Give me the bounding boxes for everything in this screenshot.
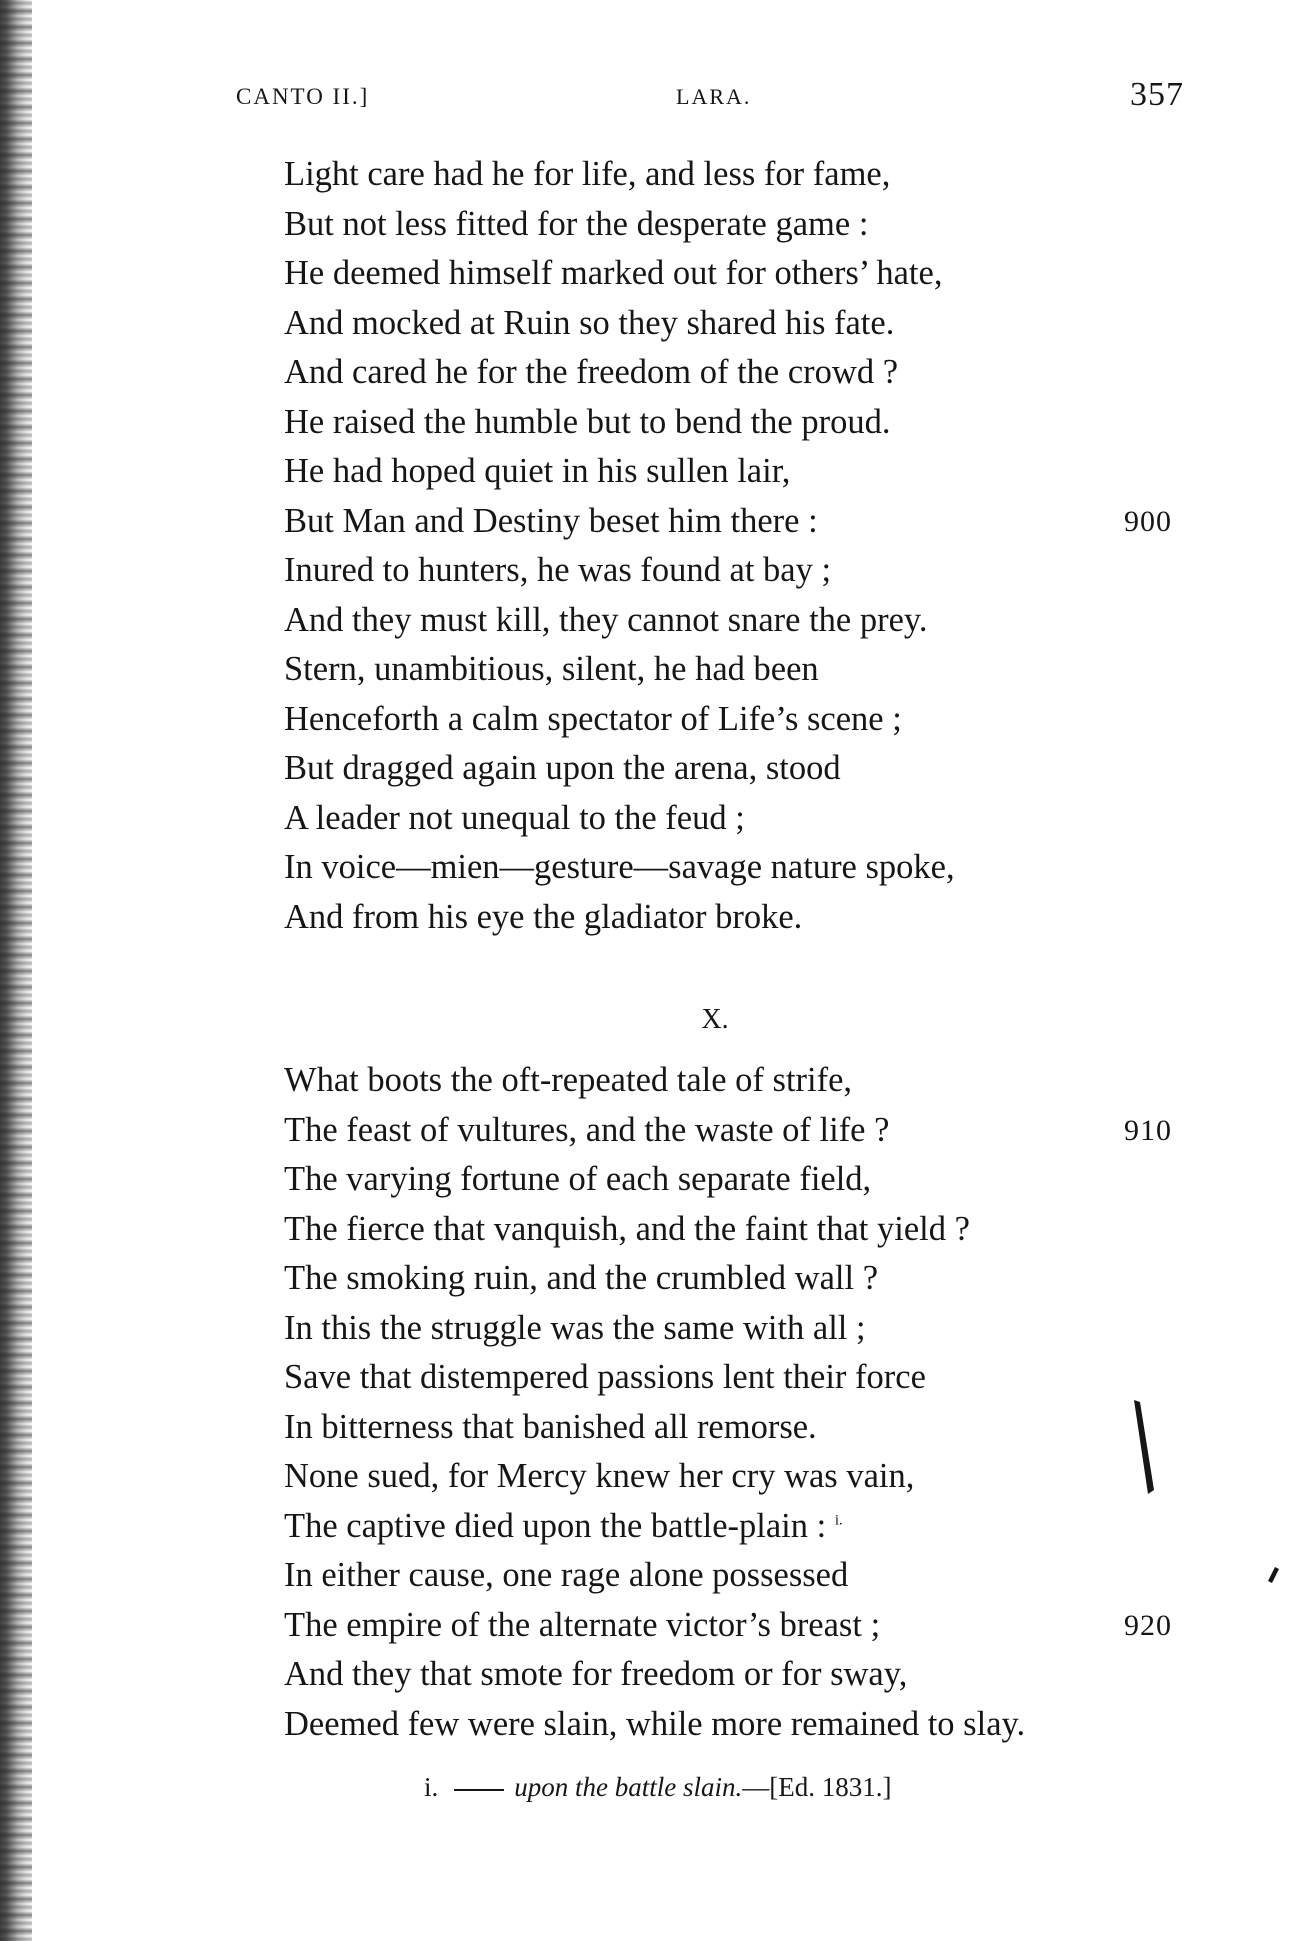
verse-line [284,447,1204,497]
verse-line [284,150,1204,200]
verse-text: What boots the oft-repeated tale of strife, [284,1061,853,1099]
footnote-dash [454,1789,504,1791]
verse-text: And from his eye the gladiator broke. [284,897,803,936]
verse-line [284,1452,1204,1502]
verse-text: In either cause, one rage alone possessed [284,1556,849,1594]
verse-text: Inured to hunters, he was found at bay ; [284,551,832,589]
verse-text: None sued, for Mercy knew her cry was vain, [284,1457,915,1495]
verse-text: Light care had he for life, and less for fame, [284,155,891,193]
line-number: 910 [1124,1113,1172,1147]
verse-text: Henceforth a calm spectator of Life’s scene ; [284,699,902,738]
verse-line [284,1551,1204,1601]
verse-line [284,1106,1204,1156]
ink-speck-mark [1266,1566,1280,1584]
verse-line [284,695,1204,745]
running-head-title: LARA. [676,84,752,109]
verse-text: The fierce that vanquish, and the faint that yield ? [284,1209,970,1248]
verse-text: But not less fitted for the desperate game : [284,204,869,243]
line-number: 900 [1124,504,1172,538]
verse-text: In this the struggle was the same with all ; [284,1308,866,1347]
verse-text: And cared he for the freedom of the crowd ? [284,353,899,391]
section-numeral: X. [701,1004,729,1035]
verse-text: In voice—mien—gesture—savage nature spoke, [284,848,955,886]
verse-text: And mocked at Ruin so they shared his fate. [284,303,895,342]
verse-line [284,200,1204,250]
footnote [424,1772,891,1803]
verse-text: In bitterness that banished all remorse. [284,1407,817,1446]
verse-text: Stern, unambitious, silent, he had been [284,650,819,688]
verse-text: He raised the humble but to bend the proud. [284,402,891,441]
verse-text: The empire of the alternate victor’s breast ; [284,1605,881,1644]
verse-text: But Man and Destiny beset him there : [284,501,818,540]
verse-line [284,546,1204,596]
verse-line [284,744,1204,794]
verse-line [284,1700,1204,1750]
verse-line [284,1056,1204,1106]
verse-line [284,497,1204,547]
verse-line [284,893,1204,943]
verse-line [284,1650,1204,1700]
verse-text: He deemed himself marked out for others’ hate, [284,254,943,292]
verse-line [284,1205,1204,1255]
verse-line [284,645,1204,695]
verse-line [284,1353,1204,1403]
verse-line [284,1304,1204,1354]
verse-text: The captive died upon the battle-plain : [284,1506,827,1545]
verse-line [284,348,1204,398]
verse-text: The feast of vultures, and the waste of life ? [284,1110,890,1149]
stanza-x [284,1056,1204,1749]
verse-line [284,299,1204,349]
footnote-reference[interactable]: i. [834,1512,843,1528]
verse-text: But dragged again upon the arena, stood [284,749,841,787]
stanza-ix-continued [284,150,1204,942]
verse-text: And they that smote for freedom or for sway, [284,1655,908,1693]
verse-text: Save that distempered passions lent their force [284,1358,926,1396]
verse-line [284,596,1204,646]
verse-text: The varying fortune of each separate field, [284,1160,872,1198]
verse-text: A leader not unequal to the feud ; [284,798,745,837]
page-number: 357 [1130,76,1184,113]
line-number: 920 [1124,1608,1172,1642]
verse-line [284,1403,1204,1453]
running-head-canto: CANTO II.] [236,84,370,109]
verse-line [284,249,1204,299]
verse-line [284,1254,1204,1304]
ink-stroke-mark [1130,1398,1160,1498]
verse-text: The smoking ruin, and the crumbled wall ? [284,1259,879,1297]
verse-line [284,398,1204,448]
verse-line [284,1155,1204,1205]
footnote-source: —[Ed. 1831.] [742,1772,892,1802]
running-header [0,76,1312,124]
footnote-variant-text: upon the battle slain. [514,1772,743,1802]
verse-text: He had hoped quiet in his sullen lair, [284,452,791,490]
binding-edge [0,0,32,1941]
verse-text: And they must kill, they cannot snare the prey. [284,600,928,639]
verse-line [284,794,1204,844]
verse-text: Deemed few were slain, while more remained to slay. [284,1704,1026,1743]
footnote-label: i. [424,1772,439,1802]
verse-line [284,1601,1204,1651]
verse-line [284,843,1204,893]
verse-line [284,1502,1204,1552]
